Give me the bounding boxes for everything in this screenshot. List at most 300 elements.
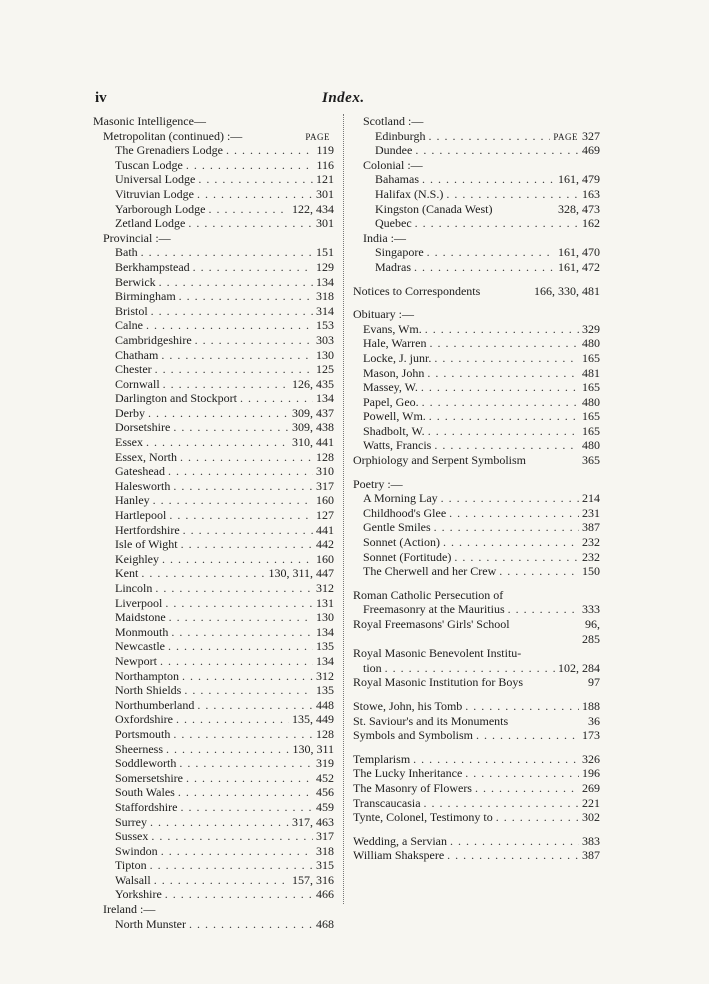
dot-leader	[415, 143, 579, 158]
index-entry-label: Bristol	[115, 303, 148, 318]
dot-leader	[434, 351, 579, 366]
index-entry-pages: 448	[316, 697, 334, 712]
index-entry-pages: 285	[582, 631, 600, 646]
index-entry-label: Keighley	[115, 551, 159, 566]
index-entry	[93, 683, 334, 698]
dot-leader	[226, 143, 313, 158]
index-entry	[353, 380, 600, 395]
index-entry-label: Watts, Francis	[363, 438, 432, 453]
index-entry-pages: 165	[582, 409, 600, 424]
index-entry-label: Kent	[115, 566, 139, 581]
index-entry	[353, 409, 600, 424]
index-entry-pages: 387	[582, 848, 600, 863]
index-entry	[93, 712, 334, 727]
index-entry-pages: 314	[316, 303, 334, 318]
index-entry	[93, 844, 334, 859]
index-entry	[93, 756, 334, 771]
dot-leader	[429, 336, 579, 351]
index-entry-pages: 135	[316, 639, 334, 654]
dot-leader	[161, 348, 313, 363]
index-entry-pages: 160	[316, 493, 334, 508]
index-entry-label: Essex, North	[115, 449, 177, 464]
index-entry-label: Sonnet (Fortitude)	[363, 549, 452, 564]
dot-leader	[180, 450, 313, 465]
dot-leader	[193, 260, 313, 275]
index-entry-pages: 481	[582, 365, 600, 380]
dot-leader	[150, 858, 313, 873]
index-entry	[93, 742, 334, 757]
dot-leader	[421, 380, 579, 395]
index-entry	[93, 420, 334, 435]
index-entry-label: Tynte, Colonel, Testimony to	[353, 810, 493, 825]
index-entry-label: Yorkshire	[115, 887, 162, 902]
index-entry-pages: 134	[316, 653, 334, 668]
index-entry	[353, 714, 600, 729]
index-entry-label: Symbols and Symbolism	[353, 728, 474, 743]
dot-leader	[422, 172, 555, 187]
dot-leader	[171, 625, 313, 640]
index-entry-label: Lincoln	[115, 581, 153, 595]
index-entry	[353, 245, 600, 260]
dot-leader	[385, 661, 555, 676]
index-entry-label: Halesworth	[115, 478, 171, 493]
index-entry-label: Berwick	[115, 274, 156, 289]
dot-leader	[415, 216, 579, 231]
index-entry-pages: 150	[582, 564, 600, 579]
index-entry-pages: 231	[582, 505, 600, 520]
dot-leader	[427, 366, 579, 381]
index-entry-pages: 466	[316, 887, 334, 902]
index-entry-pages: 319	[316, 756, 334, 771]
index-entry-pages: 160	[316, 551, 334, 566]
index-entry	[353, 231, 600, 246]
column-divider	[343, 114, 344, 904]
index-entry	[93, 596, 334, 611]
index-entry	[93, 348, 334, 363]
index-entry-pages: 317	[316, 478, 334, 493]
index-entry-pages: 163	[582, 186, 600, 201]
index-entry-pages: 126, 435	[292, 376, 334, 391]
index-entry-label: Cambridgeshire	[115, 332, 192, 347]
index-entry-pages: 128	[316, 449, 334, 464]
index-entry-label: North Shields	[115, 683, 182, 698]
index-entry-pages: 309, 438	[292, 420, 334, 435]
dot-leader	[184, 683, 313, 698]
index-entry-label: Transcaucasia	[353, 795, 421, 810]
index-entry	[93, 318, 334, 333]
dot-leader	[155, 362, 313, 377]
index-entry	[353, 172, 600, 187]
dot-leader	[189, 917, 313, 932]
index-entry	[353, 366, 600, 381]
index-entry-pages: 480	[582, 394, 600, 409]
index-entry	[93, 771, 334, 786]
page-number: iv	[95, 90, 107, 106]
index-entry	[93, 362, 334, 377]
index-entry-label: Provincial :—	[103, 230, 171, 245]
index-entry	[353, 520, 600, 535]
index-entry-pages: 129	[316, 259, 334, 274]
index-entry-label: Newport	[115, 653, 157, 668]
index-entry-pages: 365	[582, 453, 600, 468]
index-entry-pages: 135, 449	[292, 712, 334, 727]
index-entry	[93, 406, 334, 421]
dot-leader	[154, 873, 289, 888]
index-entry-label: The Grenadiers Lodge	[115, 143, 223, 158]
index-entry	[93, 639, 334, 654]
index-entry-pages: 130	[316, 610, 334, 625]
index-entry	[353, 114, 600, 129]
dot-leader	[446, 187, 579, 202]
index-entry-label: Colonial :—	[363, 157, 423, 172]
index-entry-label: India :—	[363, 230, 406, 245]
index-entry-label: Derby	[115, 405, 145, 420]
index-entry	[93, 727, 334, 742]
index-entry-label: Massey, W.	[363, 380, 418, 395]
index-entry-label: Newcastle	[115, 639, 165, 654]
dot-leader	[424, 796, 579, 811]
dot-leader	[162, 552, 313, 567]
index-entry	[353, 202, 600, 217]
index-entry	[353, 491, 600, 506]
dot-leader	[465, 766, 579, 781]
dot-leader	[195, 333, 313, 348]
dot-leader	[188, 216, 313, 231]
index-entry-label: Hanley	[115, 493, 150, 508]
index-entry	[93, 537, 334, 552]
dot-leader	[146, 435, 289, 450]
index-entry-label: Gateshead	[115, 464, 165, 479]
index-entry-label: Kingston (Canada West)	[375, 201, 493, 216]
index-entry	[93, 815, 334, 830]
index-entry-label: Sonnet (Action)	[363, 535, 440, 550]
index-entry	[93, 464, 334, 479]
index-entry-label: Royal Freemasons' Girls' School	[353, 617, 510, 631]
index-entry	[353, 395, 600, 410]
index-entry-label: Universal Lodge	[115, 172, 196, 187]
index-entry-pages: 161, 470	[558, 245, 600, 260]
index-entry-label: Yarborough Lodge	[115, 201, 206, 216]
index-entry	[353, 766, 600, 781]
dot-leader	[476, 728, 579, 743]
index-entry	[353, 336, 600, 351]
index-entry-label: Stowe, John, his Tomb	[353, 698, 463, 713]
index-entry-label: Papel, Geo.	[363, 394, 419, 409]
index-entry	[353, 477, 600, 492]
index-entry-label: Evans, Wm.	[363, 321, 422, 336]
index-entry-pages: 333	[582, 602, 600, 617]
index-entry	[93, 698, 334, 713]
index-entry-label: Gentle Smiles	[363, 520, 431, 535]
index-entry-pages: 301	[316, 186, 334, 201]
index-entry-label: Templarism	[353, 751, 411, 766]
index-entry-label: Royal Masonic Institution for Boys	[353, 675, 523, 690]
index-entry-label: Quebec	[375, 216, 412, 231]
index-entry-label: Notices to Correspondents	[353, 283, 481, 298]
page-column-tag: PAGE	[553, 131, 578, 142]
index-entry	[353, 187, 600, 202]
page-title: Index.	[322, 90, 365, 106]
index-entry	[93, 552, 334, 567]
dot-leader	[465, 699, 579, 714]
index-entry	[93, 887, 334, 902]
dot-leader	[449, 506, 579, 521]
index-entry	[353, 307, 600, 322]
index-entry	[93, 581, 334, 596]
index-entry-label: Berkhampstead	[115, 259, 190, 274]
index-entry-pages: 125	[316, 362, 334, 377]
dot-leader	[425, 322, 579, 337]
index-entry	[353, 322, 600, 337]
dot-leader	[159, 275, 313, 290]
index-entry-pages: 326	[582, 751, 600, 766]
index-entry-pages: 161, 472	[558, 259, 600, 274]
index-entry	[353, 617, 600, 632]
index-entry-pages: 328, 473	[558, 201, 600, 216]
index-entry	[93, 377, 334, 392]
dot-leader	[186, 158, 314, 173]
index-entry	[353, 728, 600, 743]
index-entry	[93, 566, 334, 581]
index-entry-label: Hale, Warren	[363, 336, 427, 351]
index-entry	[93, 785, 334, 800]
index-entry-pages: 232	[582, 549, 600, 564]
index-entry-label: The Cherwell and her Crew	[363, 564, 497, 579]
index-entry	[353, 810, 600, 825]
index-entry	[93, 800, 334, 815]
index-entry	[93, 202, 334, 217]
index-gap	[353, 275, 600, 284]
index-entry-label: The Lucky Inheritance	[353, 766, 463, 781]
index-entry-label: William Shakspere	[353, 848, 445, 863]
index-entry-label: Portsmouth	[115, 726, 171, 741]
dot-leader	[151, 829, 313, 844]
index-entry-label: Orphiology and Serpent Symbolism	[353, 453, 526, 468]
dot-leader	[186, 771, 313, 786]
index-entry	[93, 508, 334, 523]
index-entry-label: Hartlepool	[115, 508, 167, 523]
dot-leader	[499, 564, 579, 579]
index-entry-pages: 166, 330, 481	[534, 283, 600, 298]
dot-leader	[168, 639, 313, 654]
index-entry-pages: 116	[316, 157, 334, 172]
index-entry	[93, 231, 334, 246]
index-entry	[93, 435, 334, 450]
dot-leader	[427, 245, 555, 260]
dot-leader	[173, 479, 313, 494]
index-entry-label: Royal Masonic Benevolent Institu-	[353, 646, 522, 661]
index-entry	[353, 506, 600, 521]
dot-leader	[179, 289, 313, 304]
dot-leader	[176, 712, 289, 727]
index-entry-pages: 317, 463	[292, 814, 334, 829]
index-entry-pages: 456	[316, 785, 334, 800]
index-entry	[93, 829, 334, 844]
index-gap	[353, 298, 600, 307]
index-entry-label: South Wales	[115, 785, 175, 800]
index-entry	[353, 661, 600, 676]
dot-leader	[198, 172, 313, 187]
index-entry	[93, 654, 334, 669]
index-entry-pages: 127	[316, 508, 334, 523]
index-entry-pages: 310	[316, 464, 334, 479]
index-entry-pages: 36	[588, 713, 600, 728]
dot-leader	[496, 810, 579, 825]
index-entry-label: Sheerness	[115, 741, 163, 756]
index-entry	[93, 391, 334, 406]
index-entry-pages: 318	[316, 843, 334, 858]
index-entry-pages: 161, 479	[558, 172, 600, 187]
index-entry-label: Singapore	[375, 245, 424, 260]
index-entry-pages: 130, 311, 447	[268, 566, 334, 581]
dot-leader	[169, 610, 313, 625]
index-entry-pages: 131	[316, 595, 334, 610]
dot-leader	[413, 752, 579, 767]
index-entry	[93, 143, 334, 158]
index-entry-label: Northampton	[115, 668, 179, 683]
index-entry-pages: 119	[316, 143, 334, 158]
page-column-tag: PAGE	[305, 131, 330, 142]
dot-leader	[141, 245, 313, 260]
index-entry	[93, 610, 334, 625]
index-entry-label: Isle of Wight	[115, 537, 178, 552]
index-entry-label: Locke, J. junr.	[363, 350, 432, 365]
index-entry-pages: 469	[582, 143, 600, 158]
index-entry-pages: 157, 316	[292, 872, 334, 887]
index-entry-pages: 188	[582, 698, 600, 713]
dot-leader	[160, 654, 313, 669]
index-entry	[93, 669, 334, 684]
index-entry	[93, 450, 334, 465]
index-entry-pages: 165	[582, 350, 600, 365]
dot-leader	[146, 318, 313, 333]
dot-leader	[454, 550, 579, 565]
index-entry-label: Birmingham	[115, 289, 176, 304]
index-entry	[353, 646, 600, 661]
index-entry-label: The Masonry of Flowers	[353, 780, 472, 795]
index-entry-pages: 441	[316, 522, 334, 537]
index-entry-label: Zetland Lodge	[115, 216, 186, 231]
index-entry-pages: 214	[582, 491, 600, 506]
index-entry-label: Surrey	[115, 814, 147, 829]
dot-leader	[151, 304, 313, 319]
index-entry-label: Shadbolt, W.	[363, 423, 425, 438]
index-entry	[353, 675, 600, 690]
index-entry-pages: 468	[316, 916, 334, 931]
index-entry-label: Staffordshire	[115, 799, 178, 814]
index-entry-label: Tipton	[115, 858, 147, 873]
index-entry	[353, 848, 600, 863]
index-entry	[353, 632, 600, 647]
index-entry	[93, 304, 334, 319]
dot-leader	[150, 815, 289, 830]
dot-leader	[141, 566, 265, 581]
dot-leader	[208, 202, 289, 217]
index-entry	[93, 158, 334, 173]
dot-leader	[178, 785, 313, 800]
index-entry-label: Poetry :—	[353, 476, 403, 491]
dot-leader	[447, 848, 579, 863]
index-entry-label: Somersetshire	[115, 770, 183, 785]
index-entry	[353, 216, 600, 231]
dot-leader	[434, 438, 579, 453]
index-entry-label: Vitruvian Lodge	[115, 186, 194, 201]
index-entry	[93, 129, 334, 144]
dot-leader	[168, 464, 313, 479]
index-entry-pages: 128	[316, 726, 334, 741]
index-entry	[93, 873, 334, 888]
index-entry	[93, 479, 334, 494]
index-entry	[93, 172, 334, 187]
dot-leader	[428, 129, 550, 144]
index-entry-label: Metropolitan (continued) :—	[103, 128, 243, 143]
index-entry-pages: 134	[316, 274, 334, 289]
index-entry-label: Soddleworth	[115, 756, 177, 771]
dot-leader	[443, 535, 579, 550]
index-entry-pages: 480	[582, 336, 600, 351]
index-entry-pages: 102, 284	[558, 660, 600, 675]
index-entry-label: Powell, Wm.	[363, 409, 426, 424]
dot-leader	[441, 491, 579, 506]
dot-leader	[153, 493, 313, 508]
index-entry	[353, 699, 600, 714]
index-entry-label: Chatham	[115, 347, 159, 362]
dot-leader	[179, 756, 313, 771]
index-entry-label: Hertfordshire	[115, 522, 180, 537]
index-entry-pages: 97	[588, 675, 600, 690]
index-entry	[353, 438, 600, 453]
index-entry-pages: 383	[582, 833, 600, 848]
index-entry-label: Bahamas	[375, 172, 419, 187]
index-entry	[353, 453, 600, 468]
index-entry-label: Darlington and Stockport	[115, 391, 237, 406]
index-column-left	[93, 114, 334, 931]
index-entry	[353, 550, 600, 565]
index-entry	[93, 523, 334, 538]
dot-leader	[169, 508, 313, 523]
index-entry-pages: 173	[582, 728, 600, 743]
index-entry-pages: 301	[316, 216, 334, 231]
index-entry-label: Chester	[115, 362, 152, 377]
index-entry-label: A Morning Lay	[363, 491, 438, 506]
index-entry-pages: 153	[316, 318, 334, 333]
index-entry-pages: 130	[316, 347, 334, 362]
index-entry-label: Cornwall	[115, 376, 160, 391]
dot-leader	[155, 581, 313, 596]
index-entry-label: Dorsetshire	[115, 420, 171, 435]
index-entry-pages: 162	[582, 216, 600, 231]
index-entry-pages: 269	[582, 780, 600, 795]
index-entry-pages: 135	[316, 683, 334, 698]
dot-leader	[148, 406, 289, 421]
index-entry-pages: 122, 434	[292, 201, 334, 216]
dot-leader	[197, 187, 313, 202]
dot-leader	[508, 602, 579, 617]
index-entry-pages: 327	[582, 128, 600, 143]
index-entry	[93, 917, 334, 932]
index-entry-label: Walsall	[115, 872, 151, 887]
index-entry	[353, 588, 600, 603]
dot-leader	[183, 523, 313, 538]
index-entry	[93, 187, 334, 202]
index-entry	[93, 625, 334, 640]
dot-leader	[165, 887, 313, 902]
dot-leader	[180, 800, 313, 815]
index-gap	[353, 825, 600, 834]
index-entry	[93, 858, 334, 873]
index-entry	[93, 902, 334, 917]
dot-leader	[182, 669, 313, 684]
